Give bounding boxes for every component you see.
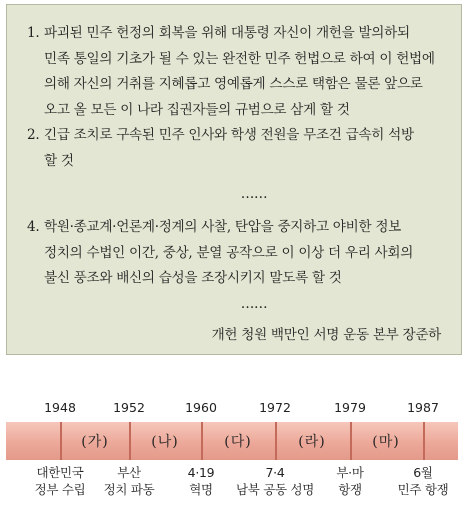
era-label: (나) [151,434,179,450]
event-label [336,464,363,498]
event-line: 남북 공동 성명 [236,482,314,497]
timeline [0,400,476,505]
item-line: 할 것 [44,152,74,169]
timeline-tick [350,422,352,460]
era-label: (라) [298,434,326,450]
document-item-2 [27,123,445,174]
item-line: 불신 풍조와 배신의 습성을 조장시키지 말도록 할 것 [44,270,342,286]
ellipsis: …… [240,295,268,312]
timeline-tick [129,422,131,460]
event-label [104,464,155,498]
timeline-tick [423,422,425,460]
item-line: 민족 통일의 기초가 될 수 있는 완전한 민주 헌법으로 하여 이 헌법에 [44,50,435,67]
item-line: 오고 올 모든 이 나라 집권자들의 규범으로 삼게 할 것 [44,101,350,118]
event-line: 민주 항쟁 [397,482,449,497]
event-label [35,464,86,498]
timeline-tick [201,422,203,460]
item-number: 2. [27,127,40,143]
signature: 개헌 청원 백만인 서명 운동 본부 장준하 [211,326,441,343]
era-label: (다) [224,434,252,450]
item-text [44,21,445,123]
year-label: 1952 [113,400,145,415]
event-line: 정부 수립 [34,482,86,497]
event-line: 4·19 [187,465,215,480]
historical-document-box [6,4,462,355]
year-label: 1979 [334,400,366,415]
era-label: (마) [372,434,400,450]
event-label [188,464,215,498]
timeline-tick [60,422,62,460]
ellipsis: …… [240,186,268,202]
document-item-1 [27,21,445,123]
item-number: 4. [27,219,40,235]
year-label: 1948 [44,400,76,415]
event-line: 대한민국 [36,465,84,480]
item-line: 파괴된 민주 헌정의 회복을 위해 대통령 자신이 개헌을 발의하되 [44,25,410,41]
event-line: 항쟁 [338,482,362,497]
item-line: 의해 자신의 거취를 지혜롭고 영예롭게 스스로 택함은 물론 앞으로 [44,76,423,92]
item-line: 긴급 조치로 구속된 민주 인사와 학생 전원을 무조건 급속히 석방 [44,127,414,143]
item-text [44,215,445,292]
event-line: 부·마 [336,465,364,480]
timeline-tick [275,422,277,460]
item-line: 학원·종교계·언론계·정계의 사찰, 탄압을 중지하고 야비한 정보 [44,219,401,235]
event-line: 6월 [413,465,433,480]
item-text [44,123,445,174]
event-label [398,464,449,498]
year-label: 1972 [259,400,291,415]
year-label: 1960 [185,400,217,415]
event-line: 부산 [117,465,141,480]
event-line: 7·4 [265,465,285,480]
year-label: 1987 [407,400,439,415]
event-line: 혁명 [189,482,213,497]
event-label [236,464,314,498]
document-item-4 [27,215,445,292]
era-label: (가) [81,434,109,450]
item-number: 1. [27,25,40,41]
item-line: 정치의 수법인 이간, 중상, 분열 공작으로 이 이상 더 우리 사회의 [44,244,414,261]
event-line: 정치 파동 [103,482,155,497]
